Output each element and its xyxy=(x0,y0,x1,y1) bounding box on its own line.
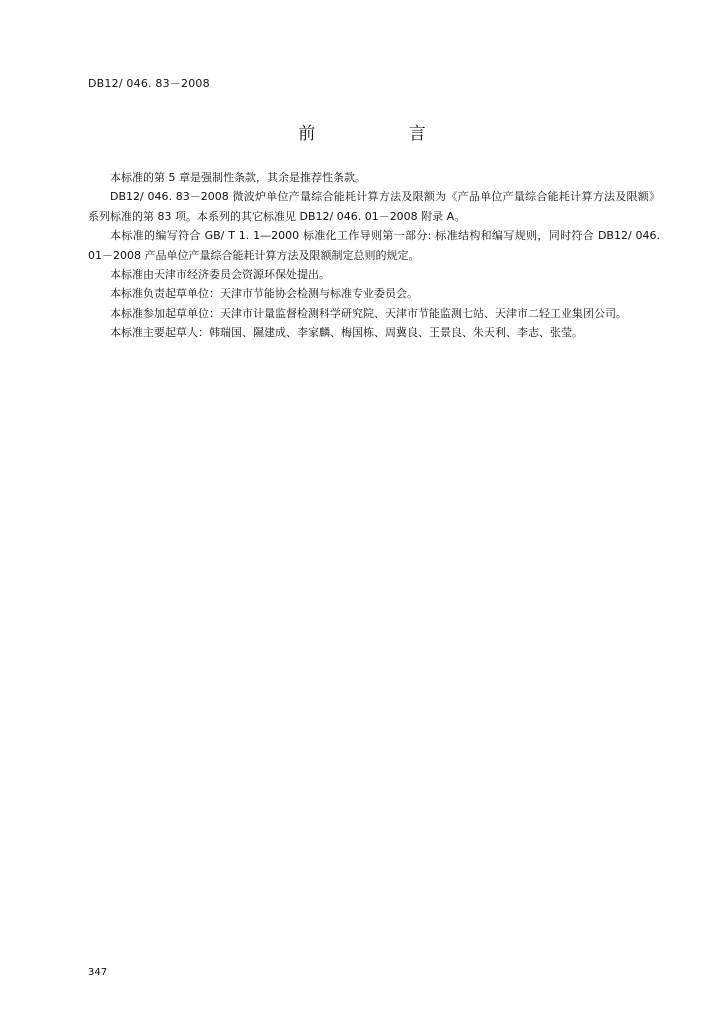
paragraph-proposer: 本标准由天津市经济委员会资源环保处提出。 xyxy=(110,268,330,282)
paragraph-series-info: DB12/ 046. 83－2008 微波炉单位产量综合能耗计算方法及限额为《产品单位产量综合能耗计算方法及限额》系列标准的第 83 项。本系列的其它标准见 DB12/ 046. 01－2008 附录 A。 xyxy=(88,190,660,223)
document-code: DB12/ 046. 83－2008 xyxy=(88,77,210,90)
paragraph-lead-drafter: 本标准负责起草单位：天津市节能协会检测与标准专业委员会。 xyxy=(110,287,418,301)
page-number: 347 xyxy=(88,967,108,978)
paragraph-drafting-rules: 本标准的编写符合 GB/ T 1. 1—2000 标准化工作导则第一部分: 标准结构和编写规则，同时符合 DB12/ 046. 01－2008 产品单位产量综合能耗计算方法及限额制定总则的规定。 xyxy=(88,229,660,262)
paragraph-participating-drafters: 本标准参加起草单位：天津市计量监督检测科学研究院、天津市节能监测七站、天津市二轻工业集团公司。 xyxy=(110,306,627,320)
paragraph-main-drafters: 本标准主要起草人：韩瑞国、隰建成、李家麟、梅国栋、周冀良、王景良、朱天利、李志、张莹。 xyxy=(110,326,583,340)
page-title: 前 言 xyxy=(298,124,470,144)
paragraph-mandatory-clause: 本标准的第 5 章是强制性条款，其余是推荐性条款。 xyxy=(110,171,366,184)
foreword-body xyxy=(88,168,660,343)
